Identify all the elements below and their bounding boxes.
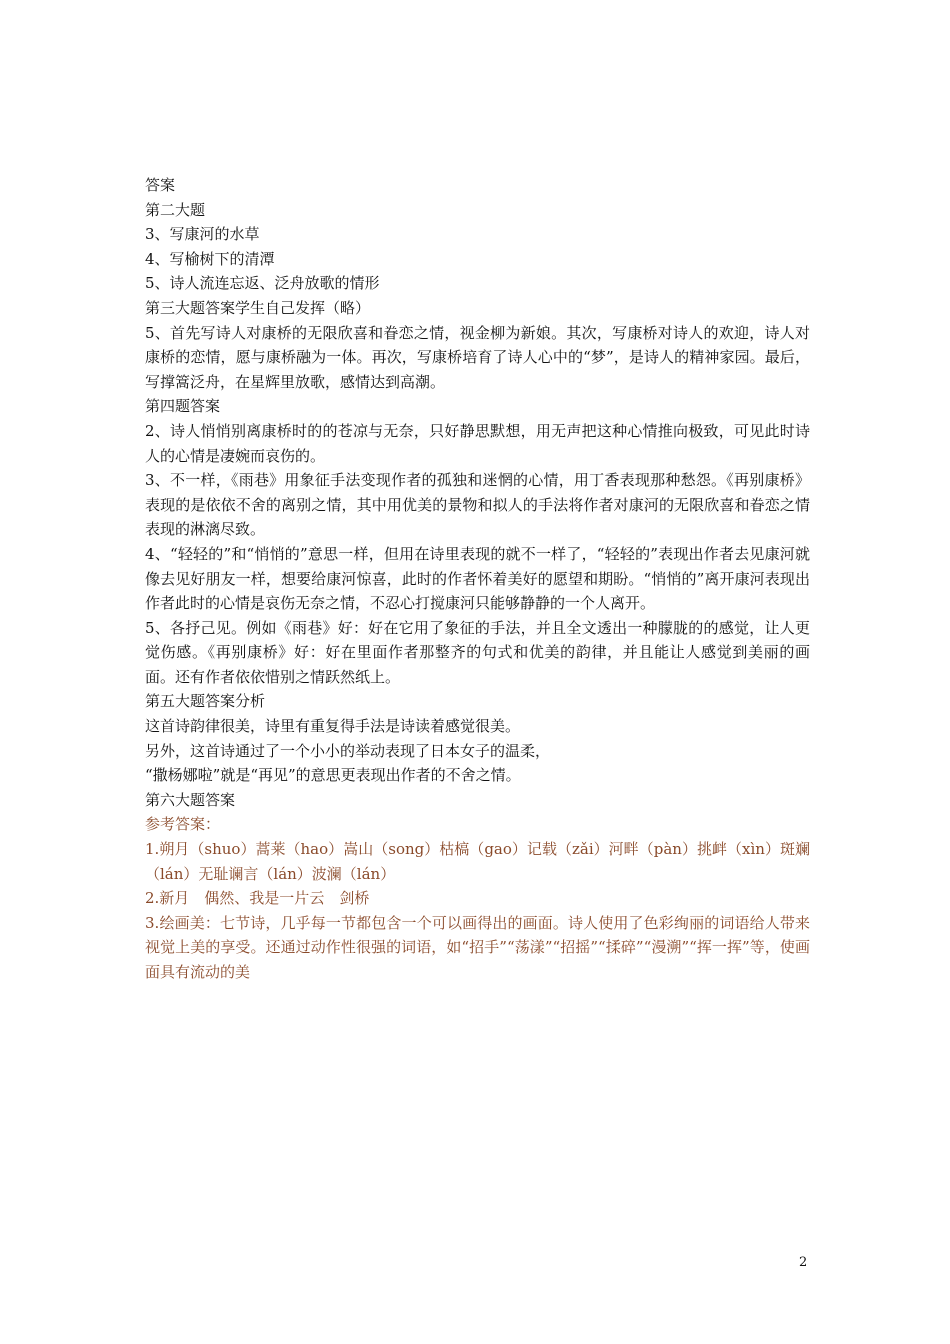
section-4-item-4: 4、“轻轻的”和“悄悄的”意思一样，但用在诗里表现的就不一样了，“轻轻的”表现出作者去见康河就像去见好朋友一样，想要给康河惊喜，此时的作者怀着美好的愿望和期盼。“悄悄的”离开康河表现出作者此时的心情是哀伤无奈之情，不忍心打搅康河只能够静静的一个人离开。 [145, 544, 810, 613]
section-5-paragraph-1: 这首诗韵律很美，诗里有重复得手法是诗读着感觉很美。 [145, 717, 521, 736]
page-number: 2 [799, 1255, 808, 1270]
section-5-paragraph-3: “撒杨娜啦”就是“再见”的意思更表现出作者的不舍之情。 [145, 766, 521, 785]
section-2-item-4: 4、写榆树下的清潭 [145, 249, 275, 268]
section-5-paragraph-2: 另外，这首诗通过了一个小小的举动表现了日本女子的温柔， [145, 741, 551, 760]
section-4-item-3: 3、不一样，《雨巷》用象征手法变现作者的孤独和迷惘的心情，用丁香表现那种愁怨。《再别康桥》表现的是依依不舍的离别之情，其中用优美的景物和拟人的手法将作者对康河的无限欣喜和眷恋之情表现的淋漓尽致。 [145, 471, 810, 539]
heading-answers: 答案 [145, 176, 176, 194]
section-2-item-5: 5、诗人流连忘返、泛舟放歌的情形 [145, 274, 380, 293]
section-4-heading: 第四题答案 [145, 397, 221, 416]
section-2-heading: 第二大题 [145, 200, 206, 219]
section-5-heading: 第五大题答案分析 [145, 692, 266, 711]
section-6-heading: 第六大题答案 [145, 790, 236, 809]
section-4-item-5: 5、各抒己见。例如《雨巷》好：好在它用了象征的手法，并且全文透出一种朦胧的的感觉，让人更觉伤感。《再别康桥》好：好在里面作者那整齐的句式和优美的韵律，并且能让人感觉到美丽的画面。还有作者依依惜别之情跃然纸上。 [145, 618, 810, 686]
document-body [145, 173, 810, 985]
section-3-heading: 第三大题答案学生自己发挥（略） [145, 298, 371, 317]
section-3-item-5: 5、首先写诗人对康桥的无限欣喜和眷恋之情，视金柳为新娘。其次，写康桥对诗人的欢迎，诗人对康桥的恋情，愿与康桥融为一体。再次，写康桥培育了诗人心中的“梦”，是诗人的精神家园。最后，写撑篙泛舟，在星辉里放歌，感情达到高潮。 [145, 323, 810, 391]
section-6-item-2: 2.新月 偶然、我是一片云 剑桥 [145, 889, 370, 908]
section-2-item-3: 3、写康河的水草 [145, 225, 260, 244]
section-6-item-3: 3.绘画美：七节诗，几乎每一节都包含一个可以画得出的画面。诗人使用了色彩绚丽的词语给人带来视觉上美的享受。还通过动作性很强的词语，如“招手”“荡漾”“招摇”“揉碎”“漫溯”“挥一挥”等，使画面具有流动的美 [145, 913, 810, 981]
section-6-item-1: 1.朔月（shuo）蒿莱（hao）嵩山（song）枯槁（gao）记载（zǎi）河畔（pàn）挑衅（xìn）斑斓（lán）无耻谰言（lán）波澜（lán） [145, 840, 810, 883]
reference-answer-label: 参考答案： [145, 815, 221, 834]
section-4-item-2: 2、诗人悄悄别离康桥时的的苍凉与无奈，只好静思默想，用无声把这种心情推向极致，可见此时诗人的心情是凄婉而哀伤的。 [145, 421, 810, 465]
